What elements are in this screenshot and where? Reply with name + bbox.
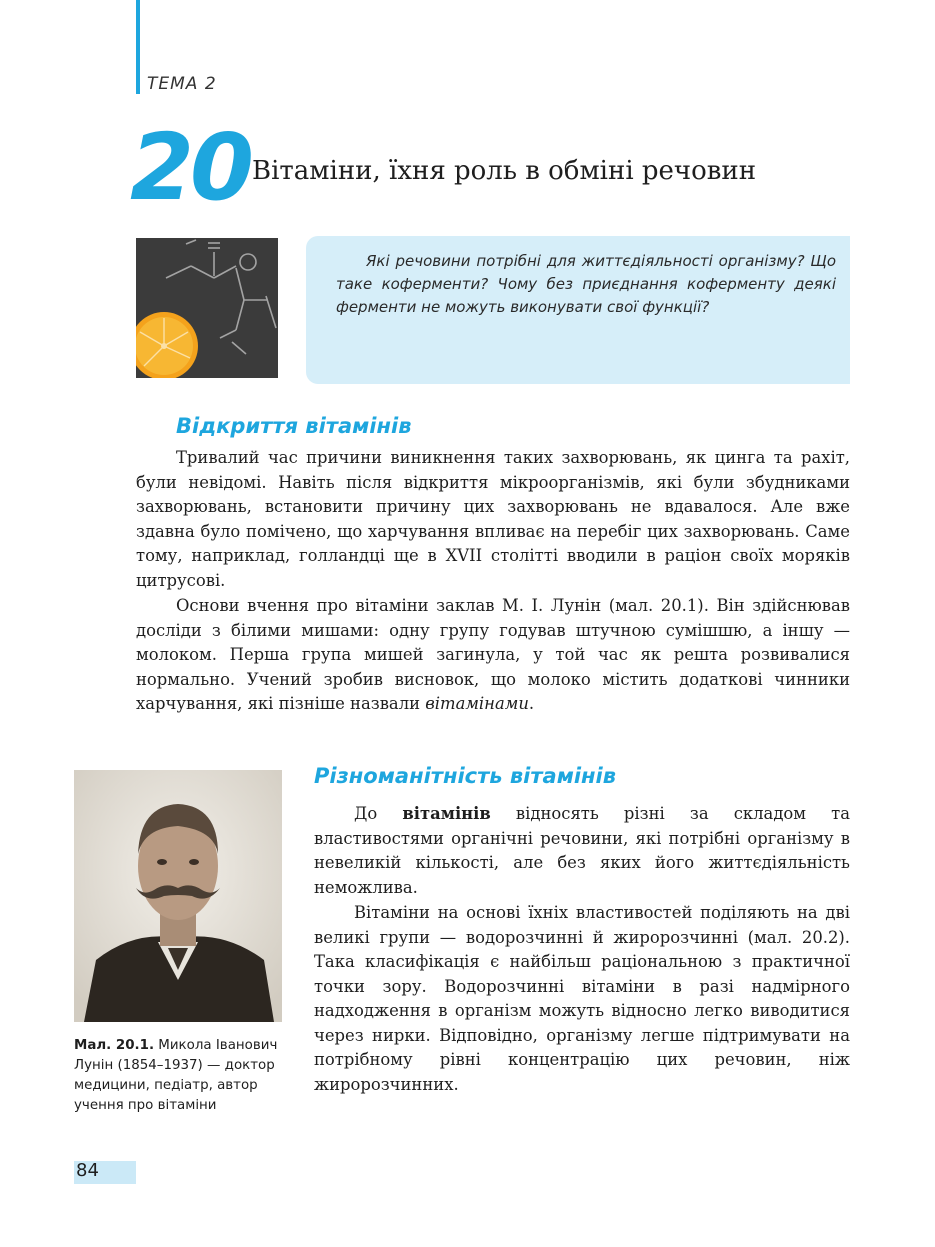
- lesson-number: 20: [130, 114, 251, 221]
- chalkboard-orange-drawing: [136, 238, 278, 378]
- paragraph-variety-1-start: До: [354, 804, 403, 823]
- paragraph-discovery-2-text: Основи вчення про вітаміни заклав М. І. Лунін (мал. 20.1). Він здійснював досліди з білими мишами: одну групу годував штучною сумішшю, а іншу — молоком. Перша група мишей загинула, у той час як решта розвивалися нормально. Учений зробив висновок, що молоко містить додаткові чинники харчування, які пізніше назвали: [136, 596, 850, 713]
- intro-questions: Які речовини потрібні для життєдіяльності організму? Що таке коферменти? Чому без приєднання коферменту деякі ферменти не можуть виконувати свої функції?: [336, 252, 836, 316]
- page-number: 84: [76, 1160, 99, 1181]
- term-vitamins-italic: вітамінами: [425, 694, 529, 713]
- figure-caption-text: Микола Іванович Лунін (1854–1937) — доктор медицини, педіатр, автор учення про вітаміни: [74, 1038, 278, 1113]
- lesson-title: Вітаміни, їхня роль в обміні речовин: [252, 156, 757, 186]
- paragraph-variety-1: [314, 802, 850, 900]
- paragraph-variety-1-rest: відносять різні за складом та властивостями органічні речовини, які потрібні організму в невеликій кількості, але без яких його життєдіяльність неможлива.: [314, 804, 850, 897]
- term-vitamins-bold: вітамінів: [402, 804, 491, 823]
- portrait-drawing: [74, 770, 282, 1022]
- figure-caption-label: Мал. 20.1.: [74, 1038, 155, 1053]
- section-heading-discovery: Відкриття вітамінів: [176, 414, 412, 438]
- paragraph-discovery-2: [136, 594, 850, 717]
- paragraph-variety-2: Вітаміни на основі їхніх властивостей поділяють на дві великі групи — водорозчинні й жиророзчинні (мал. 20.2). Така класифікація є найбільш раціональною з практичної точки зору. Водорозчинні вітаміни в разі надмірного надходження в організм можуть відносно легко виводитися через нирки. Відповідно, організму легше підтримувати на потрібному рівні концентрацію цих речовин, ніж жиророзчинних.: [314, 903, 850, 1094]
- paragraph-discovery-2-end: .: [528, 694, 535, 713]
- section-heading-variety: Різноманітність вітамінів: [314, 764, 617, 788]
- topic-label: ТЕМА 2: [147, 74, 217, 94]
- paragraph-discovery-1: Тривалий час причини виникнення таких захворювань, як цинга та рахіт, були невідомі. Навіть після відкриття мікроорганізмів, які були збудниками захворювань, встановити причину цих захворювань не вдавалося. Але вже здавна було помічено, що харчування впливає на перебіг цих захворювань. Саме тому, наприклад, голландці ще в XVII столітті вводили в раціон своїх моряків цитрусові.: [136, 448, 850, 590]
- topic-rule: [136, 0, 140, 94]
- chalkboard-orange-image: [136, 238, 278, 378]
- figure-caption: [74, 1036, 289, 1116]
- portrait-photo: [74, 770, 282, 1022]
